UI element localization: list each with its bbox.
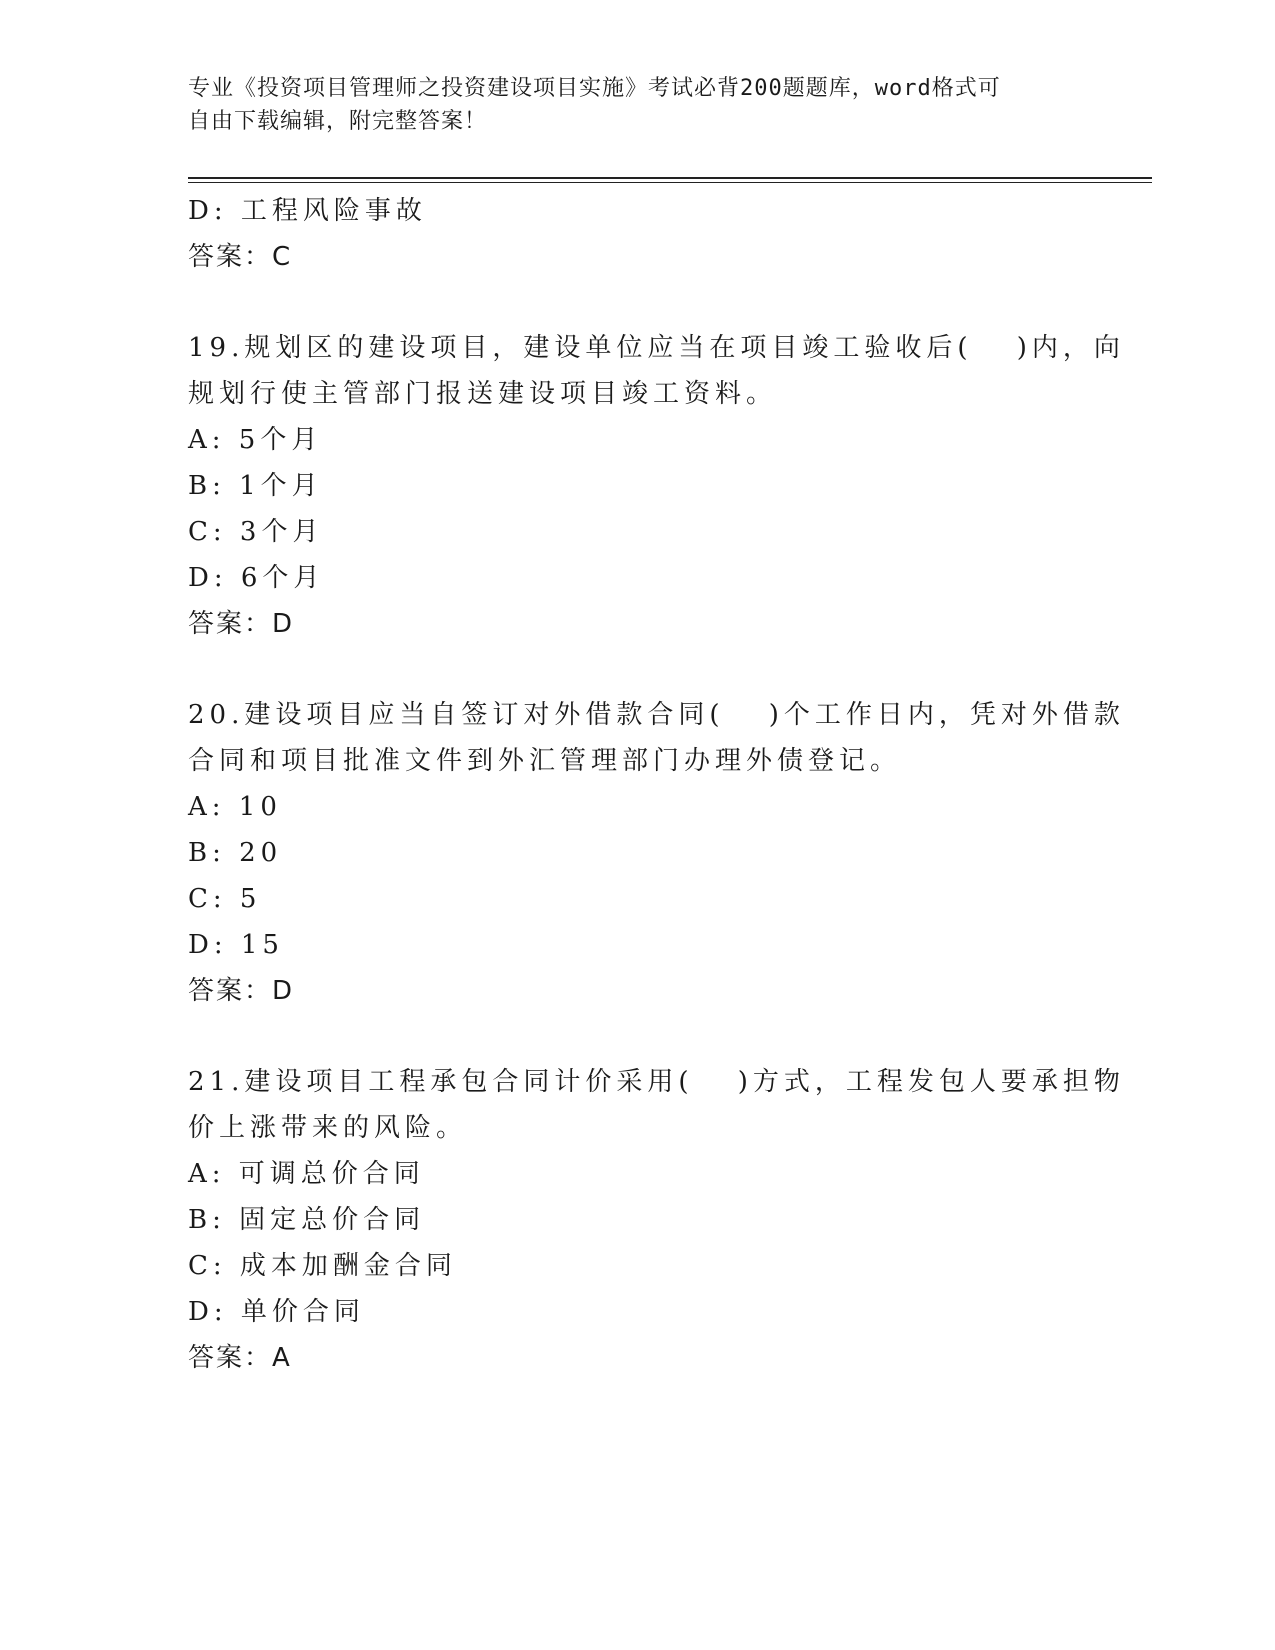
option-a: A: 可调总价合同	[188, 1159, 425, 1189]
option-d: D: 单价合同	[188, 1297, 365, 1327]
document-header	[188, 72, 1068, 138]
previous-question-tail	[188, 188, 1068, 280]
spacer	[188, 280, 1068, 325]
question-19	[188, 325, 1125, 647]
answer-line: 答案：C	[188, 242, 293, 272]
question-stem-line-1: 19.规划区的建设项目，建设单位应当在项目竣工验收后( )内，向	[188, 333, 1125, 363]
question-stem-line-1: 21.建设项目工程承包合同计价采用( )方式，工程发包人要承担物	[188, 1067, 1125, 1097]
header-divider-thin	[188, 182, 1152, 183]
header-divider-thick	[188, 177, 1152, 179]
option-c: C: 5	[188, 884, 262, 914]
option-d: D: 6个月	[188, 563, 325, 593]
answer-line: 答案：D	[188, 976, 295, 1006]
option-a: A: 10	[188, 792, 282, 822]
header-line-2: 自由下载编辑，附完整答案！	[188, 109, 488, 134]
option-c: C: 3个月	[188, 517, 324, 547]
question-21	[188, 1059, 1125, 1381]
question-stem-line-2: 合同和项目批准文件到外汇管理部门办理外债登记。	[188, 746, 902, 776]
answer-line: 答案：A	[188, 1343, 292, 1373]
option-a: A: 5个月	[188, 425, 323, 455]
question-20	[188, 692, 1125, 1014]
answer-line: 答案：D	[188, 609, 295, 639]
question-list	[188, 188, 1125, 1381]
spacer	[188, 647, 1068, 692]
option-c: C: 成本加酬金合同	[188, 1251, 457, 1281]
question-stem-line-1: 20.建设项目应当自签订对外借款合同( )个工作日内，凭对外借款	[188, 700, 1125, 730]
option-b: B: 固定总价合同	[188, 1205, 426, 1235]
option-d: D: 15	[188, 930, 284, 960]
question-stem-line-2: 规划行使主管部门报送建设项目竣工资料。	[188, 379, 778, 409]
spacer	[188, 1014, 1068, 1059]
option-b: B: 20	[188, 838, 283, 868]
header-line-1: 专业《投资项目管理师之投资建设项目实施》考试必背200题题库，word格式可	[188, 76, 1001, 101]
question-stem-line-2: 价上涨带来的风险。	[188, 1113, 468, 1143]
option-d: D: 工程风险事故	[188, 196, 427, 226]
option-b: B: 1个月	[188, 471, 323, 501]
